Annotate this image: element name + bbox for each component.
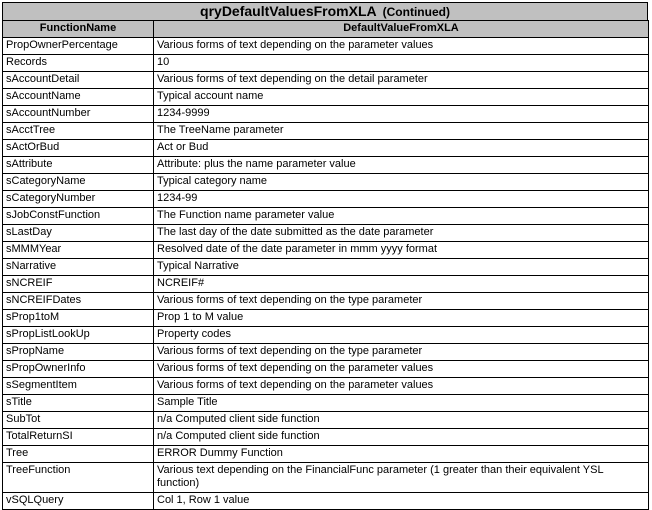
default-value-cell: Various forms of text depending on the detail parameter xyxy=(154,72,649,89)
function-name-cell: sAccountDetail xyxy=(3,72,154,89)
function-name-cell: sProp1toM xyxy=(3,310,154,327)
table-row xyxy=(3,378,649,395)
default-value-cell: Various forms of text depending on the parameter values xyxy=(154,361,649,378)
function-name-cell: sAccountNumber xyxy=(3,106,154,123)
table-row xyxy=(3,361,649,378)
function-name-cell: sAttribute xyxy=(3,157,154,174)
default-value-cell: Attribute: plus the name parameter value xyxy=(154,157,649,174)
table-row xyxy=(3,446,649,463)
default-value-cell: Various text depending on the FinancialFunc parameter (1 greater than their equivalent YSL function) xyxy=(154,463,649,493)
default-value-cell: Various forms of text depending on the parameter values xyxy=(154,38,649,55)
default-value-cell: The TreeName parameter xyxy=(154,123,649,140)
table-row xyxy=(3,225,649,242)
table-row xyxy=(3,463,649,493)
table-row xyxy=(3,429,649,446)
report-title-suffix: (Continued) xyxy=(382,5,450,19)
table-row xyxy=(3,293,649,310)
header-row xyxy=(3,21,649,38)
table-row xyxy=(3,412,649,429)
function-name-cell: sPropListLookUp xyxy=(3,327,154,344)
table-row xyxy=(3,89,649,106)
report-title xyxy=(2,2,648,20)
table-row xyxy=(3,123,649,140)
table-row xyxy=(3,310,649,327)
default-value-cell: Typical category name xyxy=(154,174,649,191)
function-name-cell: Records xyxy=(3,55,154,72)
table-row xyxy=(3,276,649,293)
default-value-cell: Prop 1 to M value xyxy=(154,310,649,327)
function-name-cell: sAcctTree xyxy=(3,123,154,140)
default-value-cell: Col 1, Row 1 value xyxy=(154,493,649,510)
default-value-cell: ERROR Dummy Function xyxy=(154,446,649,463)
function-name-cell: sPropOwnerInfo xyxy=(3,361,154,378)
table-row xyxy=(3,38,649,55)
default-value-cell: Typical Narrative xyxy=(154,259,649,276)
default-value-cell: Typical account name xyxy=(154,89,649,106)
function-name-cell: PropOwnerPercentage xyxy=(3,38,154,55)
report-title-text: qryDefaultValuesFromXLA xyxy=(200,3,377,19)
table-row xyxy=(3,493,649,510)
table-row xyxy=(3,72,649,89)
function-name-cell: sPropName xyxy=(3,344,154,361)
function-name-cell: sJobConstFunction xyxy=(3,208,154,225)
function-name-cell: sCategoryName xyxy=(3,174,154,191)
function-name-cell: Tree xyxy=(3,446,154,463)
table-row xyxy=(3,174,649,191)
function-name-cell: sAccountName xyxy=(3,89,154,106)
default-value-cell: 10 xyxy=(154,55,649,72)
default-value-cell: Act or Bud xyxy=(154,140,649,157)
table-row xyxy=(3,327,649,344)
function-name-cell: sMMMYear xyxy=(3,242,154,259)
table-row xyxy=(3,191,649,208)
default-value-cell: Various forms of text depending on the type parameter xyxy=(154,344,649,361)
table-row xyxy=(3,395,649,412)
table-row xyxy=(3,259,649,276)
default-value-cell: Various forms of text depending on the type parameter xyxy=(154,293,649,310)
values-table xyxy=(2,20,649,510)
default-value-cell: n/a Computed client side function xyxy=(154,412,649,429)
default-value-cell: NCREIF# xyxy=(154,276,649,293)
table-row xyxy=(3,140,649,157)
column-header-default-value: DefaultValueFromXLA xyxy=(154,21,649,38)
function-name-cell: TotalReturnSI xyxy=(3,429,154,446)
default-value-cell: Property codes xyxy=(154,327,649,344)
function-name-cell: TreeFunction xyxy=(3,463,154,493)
function-name-cell: sCategoryNumber xyxy=(3,191,154,208)
function-name-cell: sNCREIFDates xyxy=(3,293,154,310)
table-row xyxy=(3,55,649,72)
function-name-cell: SubTot xyxy=(3,412,154,429)
report xyxy=(2,2,648,510)
default-value-cell: n/a Computed client side function xyxy=(154,429,649,446)
function-name-cell: sActOrBud xyxy=(3,140,154,157)
function-name-cell: sSegmentItem xyxy=(3,378,154,395)
function-name-cell: vSQLQuery xyxy=(3,493,154,510)
column-header-function-name: FunctionName xyxy=(3,21,154,38)
default-value-cell: Sample Title xyxy=(154,395,649,412)
default-value-cell: 1234-99 xyxy=(154,191,649,208)
table-row xyxy=(3,106,649,123)
table-body xyxy=(3,38,649,510)
default-value-cell: The last day of the date submitted as the date parameter xyxy=(154,225,649,242)
function-name-cell: sTitle xyxy=(3,395,154,412)
default-value-cell: Resolved date of the date parameter in mmm yyyy format xyxy=(154,242,649,259)
default-value-cell: 1234-9999 xyxy=(154,106,649,123)
function-name-cell: sNCREIF xyxy=(3,276,154,293)
default-value-cell: The Function name parameter value xyxy=(154,208,649,225)
table-row xyxy=(3,242,649,259)
function-name-cell: sLastDay xyxy=(3,225,154,242)
table-row xyxy=(3,157,649,174)
table-row xyxy=(3,344,649,361)
default-value-cell: Various forms of text depending on the parameter values xyxy=(154,378,649,395)
function-name-cell: sNarrative xyxy=(3,259,154,276)
table-row xyxy=(3,208,649,225)
